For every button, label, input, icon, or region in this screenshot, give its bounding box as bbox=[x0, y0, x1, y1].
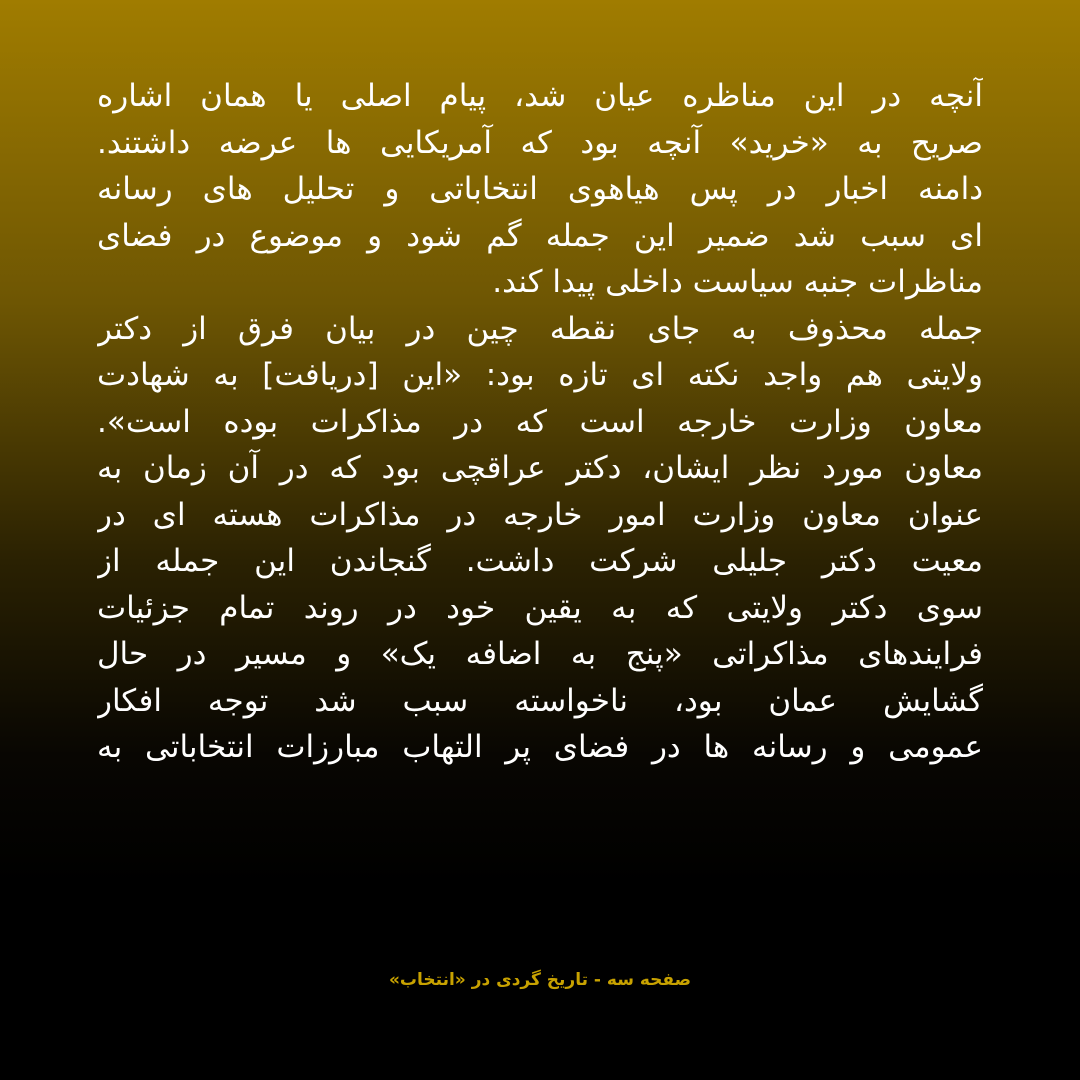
article-line: گشایش عمان بود، ناخواسته سبب شد توجه افکار bbox=[97, 682, 983, 719]
article-line: معاون مورد نظر ایشان، دکتر عراقچی بود که در آن زمان به bbox=[97, 450, 983, 486]
article-line: آنچه در این مناظره عیان شد، پیام اصلی یا همان اشاره bbox=[97, 78, 983, 114]
article-body bbox=[97, 73, 983, 771]
article-line: عنوان معاون وزارت امور خارجه در مذاکرات هسته ای در bbox=[97, 496, 983, 533]
article-line: دامنه اخبار در پس هیاهوی انتخاباتی و تحلیل های رسانه bbox=[97, 171, 983, 207]
article-line: فرایندهای مذاکراتی «پنج به اضافه یک» و مسیر در حال bbox=[97, 636, 983, 672]
article-line: ولایتی هم واجد نکته ای تازه بود: «این [دریافت] به شهادت bbox=[97, 357, 983, 393]
article-line: سوی دکتر ولایتی که به یقین خود در روند تمام جزئیات bbox=[97, 589, 983, 626]
article-line: صریح به «خرید» آنچه بود که آمریکایی ها عرضه داشتند. bbox=[97, 124, 983, 161]
article-line: عمومی و رسانه ها در فضای پر التهاب مبارزات انتخاباتی به bbox=[97, 729, 983, 765]
page-footer-caption: صفحه سه - تاریخ گردی در «انتخاب» bbox=[388, 970, 692, 990]
article-line: مناظرات جنبه سیاست داخلی پیدا کند. bbox=[492, 264, 983, 300]
article-line: جمله محذوف به جای نقطه چین در بیان فرق از دکتر bbox=[97, 310, 983, 347]
article-line: ای سبب شد ضمیر این جمله گم شود و موضوع در فضای bbox=[97, 217, 983, 254]
article-line: معاون وزارت خارجه است که در مذاکرات بوده است». bbox=[97, 403, 983, 440]
article-line: معیت دکتر جلیلی شرکت داشت. گنجاندن این جمله از bbox=[97, 543, 983, 579]
